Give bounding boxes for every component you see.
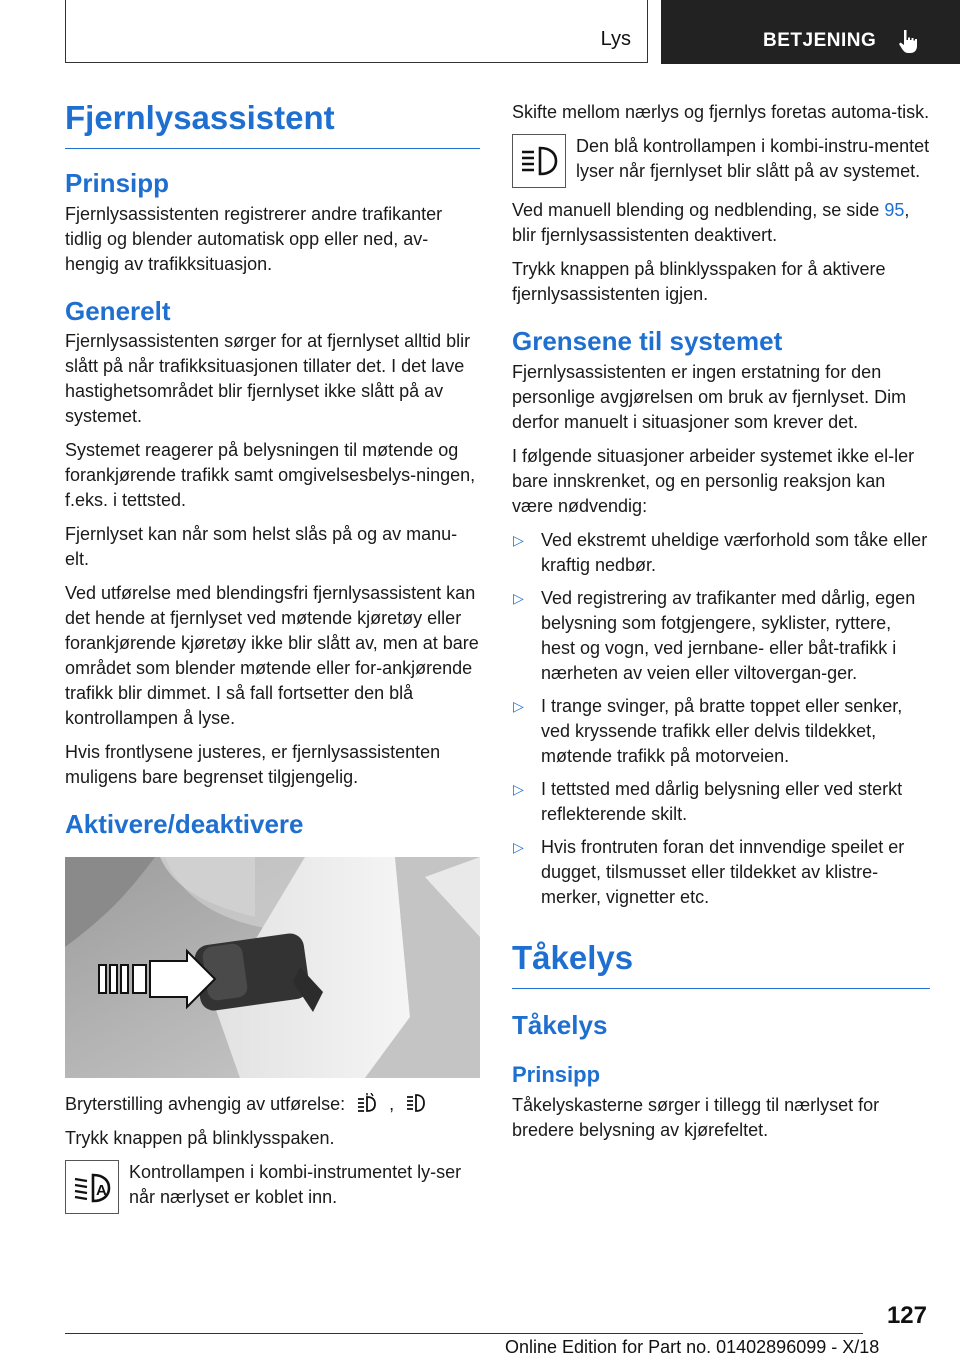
paragraph-manual-dimming [512, 198, 930, 248]
limitations-list [512, 528, 930, 910]
paragraph: Fjernlyset kan når som helst slås på og av manu-elt. [65, 524, 458, 570]
high-beam-indicator-icon [512, 134, 566, 188]
paragraph: Systemet reagerer på belysningen til møtende og forankjørende trafikk samt omgivelsesbelys-ningen, f.eks. i tettsted. [65, 440, 476, 511]
triangle-bullet-icon: ▷ [513, 531, 524, 548]
heading-principle: Prinsipp [65, 168, 170, 199]
list-item: ▷ Ved ekstremt uheldige værforhold som tåke eller kraftig nedbør. [513, 529, 928, 575]
high-beam-assist-auto-icon [356, 1093, 378, 1113]
heading-fog-lights: Tåkelys [512, 1009, 608, 1040]
low-beam-indicator-text: Kontrollampen i kombi-instrumentet ly-ser når nærlyset er koblet inn. [129, 1161, 462, 1207]
paragraph-switch-position [65, 1092, 480, 1117]
page-reference-link[interactable]: 95 [884, 200, 905, 220]
turn-signal-lever-photo [65, 857, 480, 1078]
section-title-high-beam-assistant: Fjernlysassistent [65, 100, 480, 149]
triangle-bullet-icon: ▷ [513, 780, 524, 797]
header-chapter-tab [661, 0, 960, 64]
list-item: ▷ I trange svinger, på bratte toppet eller senker, ved kryssende trafikk eller delvis tildekket, møtende trafikk på motorveien. [513, 695, 903, 766]
header-section-box [65, 0, 648, 63]
manual-dimming-text-end: , blir fjernlysassistenten deaktivert. [512, 200, 910, 245]
high-beam-indicator-text: Den blå kontrollampen i kombi-instru-mentet lyser når fjernlyset blir slått på av systemet. [576, 136, 930, 181]
header-chapter-label: BETJENING [763, 30, 877, 51]
high-beam-assist-icon [405, 1093, 427, 1113]
switch-position-separator: , [389, 1093, 395, 1114]
header-section-title: Lys [600, 28, 631, 50]
paragraph: Fjernlysassistenten registrerer andre trafikanter tidlig og blender automatisk opp eller ned, av-hengig av trafikksituasjon. [65, 203, 443, 274]
heading-general: Generelt [65, 295, 171, 326]
paragraph: Fjernlysassistenten sørger for at fjernlyset alltid blir slått på når trafikksituasjonen tillater det. I det lave hastighetsområdet blir fjernlyset ikke slått på av systemet. [65, 331, 471, 427]
low-beam-assist-indicator-icon [65, 1160, 119, 1214]
paragraph: Ved utførelse med blendingsfri fjernlysassistent kan det hende at fjernlyset ved møtende kjøretøy eller forankjørende kjøretøy ikke blir slått av, men at bare området som blender møtende eller for-ankjørende trafikk blir dimmet. I så fall fortsetter den blå kontrollampen å lyse. [65, 583, 479, 729]
heading-fog-principle: Prinsipp [512, 1062, 601, 1088]
heading-activate-deactivate: Aktivere/deaktivere [65, 809, 304, 840]
list-item: ▷ Ved registrering av trafikanter med dårlig, egen belysning som fotgjengere, syklister, ryttere, hest og vogn, ved jernbane- eller båt-trafikk i nærheten av veien eller viltovergan-ger. [513, 587, 916, 683]
left-column [65, 100, 480, 1224]
footer-edition: Online Edition for Part no. 01402896099 - X/18 [505, 1337, 880, 1357]
low-beam-indicator-note [65, 1160, 480, 1214]
high-beam-indicator-note [512, 134, 930, 188]
triangle-bullet-icon: ▷ [513, 589, 524, 606]
heading-system-limits: Grensene til systemet [512, 326, 783, 356]
paragraph: Tåkelyskasterne sørger i tillegg til nærlyset for bredere belysning av kjørefeltet. [512, 1094, 880, 1140]
pointing-hand-icon [897, 28, 921, 54]
paragraph: Trykk knappen på blinklysspaken. [65, 1127, 335, 1148]
list-item: ▷ Hvis frontruten foran det innvendige speilet er dugget, tilsmusset eller tildekket av klistre-merker, vignetter etc. [513, 836, 905, 907]
paragraph: Trykk knappen på blinklysspaken for å aktivere fjernlysassistenten igjen. [512, 259, 886, 304]
manual-dimming-text: Ved manuell blending og nedblending, se side [512, 200, 880, 220]
switch-position-text: Bryterstilling avhengig av utførelse: [65, 1093, 346, 1114]
right-column [512, 100, 930, 1152]
paragraph: Hvis frontlysene justeres, er fjernlysassistenten muligens bare begrenset tilgjengelig. [65, 742, 441, 788]
section-title-fog-lights: Tåkelys [512, 940, 930, 989]
paragraph: Fjernlysassistenten er ingen erstatning for den personlige avgjørelsen om bruk av fjernlyset. Dim derfor manuelt i situasjoner som krever det. [512, 361, 907, 432]
triangle-bullet-icon: ▷ [513, 697, 524, 714]
paragraph: Skifte mellom nærlys og fjernlys foretas automa-tisk. [512, 102, 930, 122]
paragraph: I følgende situasjoner arbeider systemet ikke el-ler bare innskrenket, og en personlig reaksjon kan være nødvendig: [512, 445, 915, 516]
footer-divider [65, 1333, 863, 1334]
svg-text:A: A [96, 1181, 107, 1199]
page-number: 127 [886, 1302, 927, 1329]
triangle-bullet-icon: ▷ [513, 838, 524, 855]
list-item: ▷ I tettsted med dårlig belysning eller ved sterkt reflekterende skilt. [513, 778, 903, 824]
